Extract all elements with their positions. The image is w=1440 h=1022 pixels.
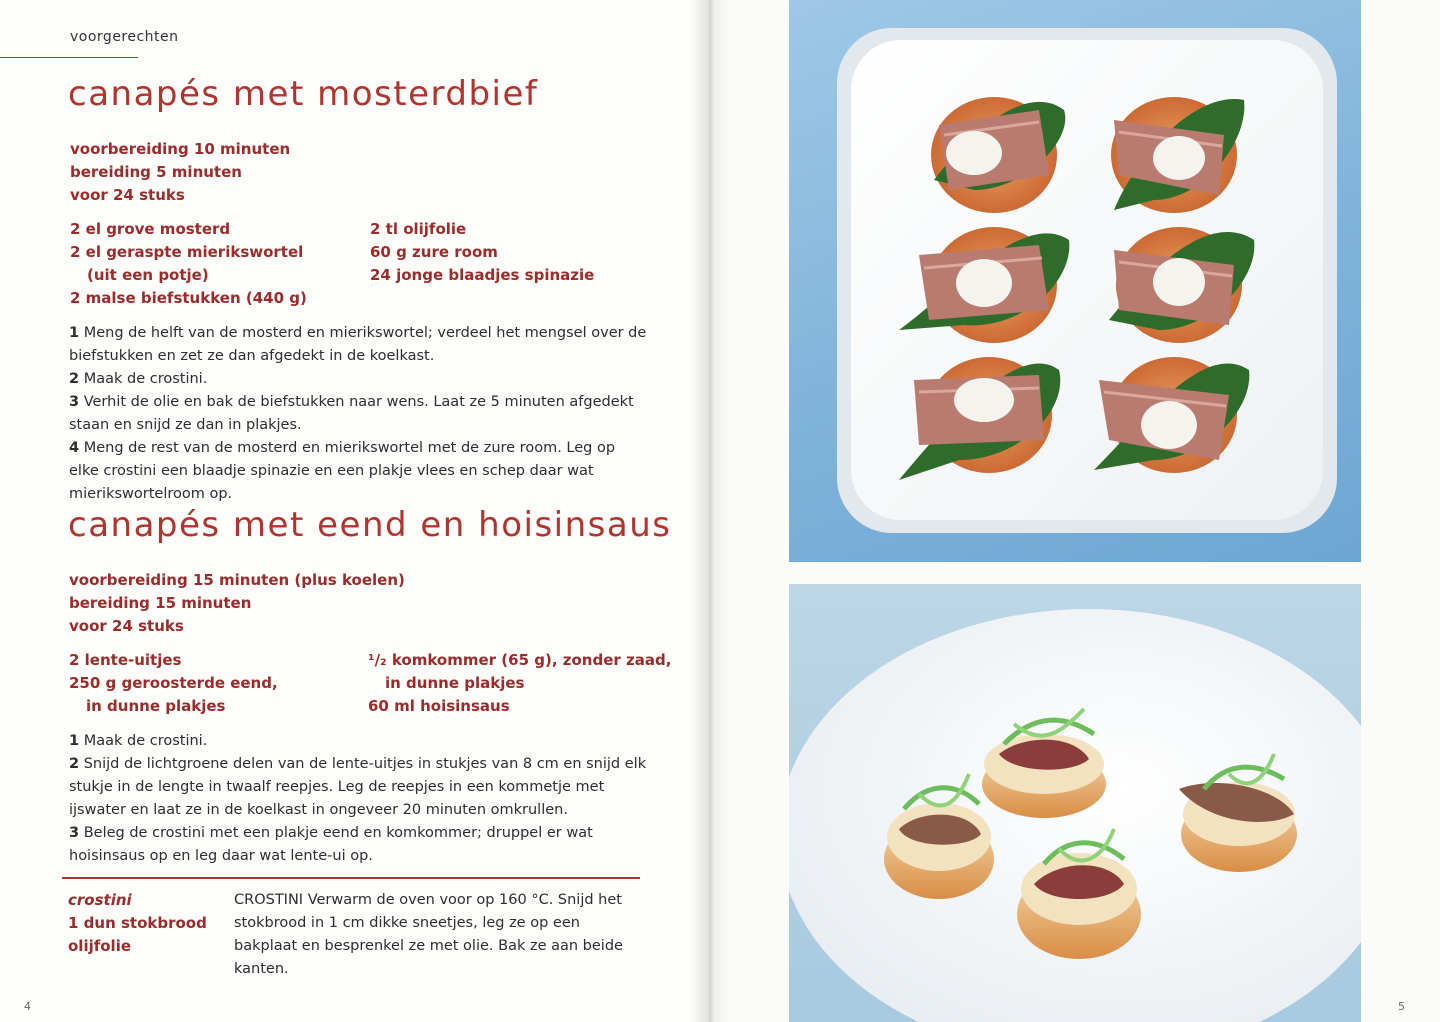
- ingredient: 250 g geroosterde eend,: [69, 674, 278, 692]
- recipe2-title: canapés met eend en hoisinsaus: [68, 505, 672, 545]
- step-number: 1: [69, 733, 80, 749]
- step-text: Verhit de olie en bak de biefstukken naar wens. Laat ze 5 minuten afgedekt staan en snijd ze dan in plakjes.: [69, 394, 634, 433]
- ingredient: 2 el grove mosterd: [70, 220, 231, 238]
- crostini-divider: [62, 877, 640, 879]
- ingredient-note: (uit een potje): [87, 266, 209, 284]
- beef-canapes-illustration: [789, 0, 1361, 562]
- page-number-right: 5: [1398, 1000, 1405, 1013]
- ingredient: 1 dun stokbrood: [68, 914, 207, 932]
- ingredient: 2 el geraspte mierikswortel: [70, 243, 304, 261]
- ingredient: ¹/₂ komkommer (65 g), zonder zaad,: [368, 651, 672, 669]
- crostini-method: [234, 889, 644, 981]
- ingredient: 2 malse biefstukken (440 g): [70, 289, 307, 307]
- recipe2-meta: [69, 569, 405, 638]
- step-number: 1: [69, 325, 80, 341]
- recipe2-ingredients-right: [368, 649, 671, 718]
- recipe1-ingredients-left: [70, 218, 307, 310]
- ingredient: 60 ml hoisinsaus: [368, 697, 510, 715]
- step: [69, 322, 649, 368]
- step: [69, 368, 649, 391]
- recipe2-yield: voor 24 stuks: [69, 617, 184, 635]
- step-number: 3: [69, 394, 80, 410]
- ingredient-note: in dunne plakjes: [385, 674, 525, 692]
- step-number: 4: [69, 440, 80, 456]
- duck-canapes-illustration: [789, 584, 1361, 1022]
- ingredient: 2 lente-uitjes: [69, 651, 182, 669]
- crostini-ingredients: [68, 889, 207, 958]
- step-text: Beleg de crostini met een plakje eend en komkommer; druppel er wat hoisinsaus op en leg daar wat lente-ui op.: [69, 825, 593, 864]
- ingredient: olijfolie: [68, 937, 132, 955]
- section-label: voorgerechten: [70, 29, 179, 45]
- recipe1-title: canapés met mosterdbief: [68, 74, 539, 114]
- ingredient: 24 jonge blaadjes spinazie: [370, 266, 595, 284]
- recipe1-prep: voorbereiding 10 minuten: [70, 140, 291, 158]
- crostini-instructions: Verwarm de oven voor op 160 °C. Snijd het stokbrood in 1 cm dikke sneetjes, leg ze op een bakplaat en besprenkel ze met olie. Bak ze aan beide kanten.: [234, 892, 623, 977]
- step: [69, 391, 649, 437]
- recipe1-ingredients-right: [370, 218, 594, 287]
- crostini-heading: crostini: [68, 891, 132, 909]
- ingredient-note: in dunne plakjes: [86, 697, 226, 715]
- recipe1-cook: bereiding 5 minuten: [70, 163, 242, 181]
- book-gutter: [690, 0, 730, 1022]
- step-text: Maak de crostini.: [83, 733, 208, 749]
- step-text: Snijd de lichtgroene delen van de lente-uitjes in stukjes van 8 cm en snijd elk stukje in de lengte in twaalf reepjes. Leg de reepjes in een kommetje met ijswater en laat ze in de koelkast in ongeveer 20 minuten omkrullen.: [69, 756, 647, 818]
- recipe2-prep: voorbereiding 15 minuten (plus koelen): [69, 571, 405, 589]
- photo-beef-canapes: [789, 0, 1361, 562]
- recipe1-meta: [70, 138, 290, 207]
- step-text: Meng de helft van de mosterd en mierikswortel; verdeel het mengsel over de biefstukken en zet ze dan afgedekt in de koelkast.: [69, 325, 647, 364]
- step-text: Maak de crostini.: [83, 371, 208, 387]
- step: [69, 753, 649, 822]
- ingredient: 2 tl olijfolie: [370, 220, 467, 238]
- recipe1-yield: voor 24 stuks: [70, 186, 185, 204]
- step-number: 3: [69, 825, 80, 841]
- step-number: 2: [69, 371, 80, 387]
- ingredient: 60 g zure room: [370, 243, 498, 261]
- step: [69, 822, 649, 868]
- recipe2-steps: [69, 730, 649, 868]
- step: [69, 437, 649, 506]
- recipe2-ingredients-left: [69, 649, 278, 718]
- section-rule: [0, 57, 138, 58]
- page-number-left: 4: [24, 1000, 31, 1013]
- step-text: Meng de rest van de mosterd en mierikswortel met de zure room. Leg op elke crostini een blaadje spinazie en een plakje vlees en schep daar wat mierikswortelroom op.: [69, 440, 616, 502]
- recipe2-cook: bereiding 15 minuten: [69, 594, 252, 612]
- left-page: [0, 0, 705, 1022]
- step: [69, 730, 649, 753]
- step-number: 2: [69, 756, 80, 772]
- crostini-label: CROSTINI: [234, 892, 304, 908]
- recipe1-steps: [69, 322, 649, 506]
- plate: [851, 40, 1323, 520]
- photo-duck-canapes: [789, 584, 1361, 1022]
